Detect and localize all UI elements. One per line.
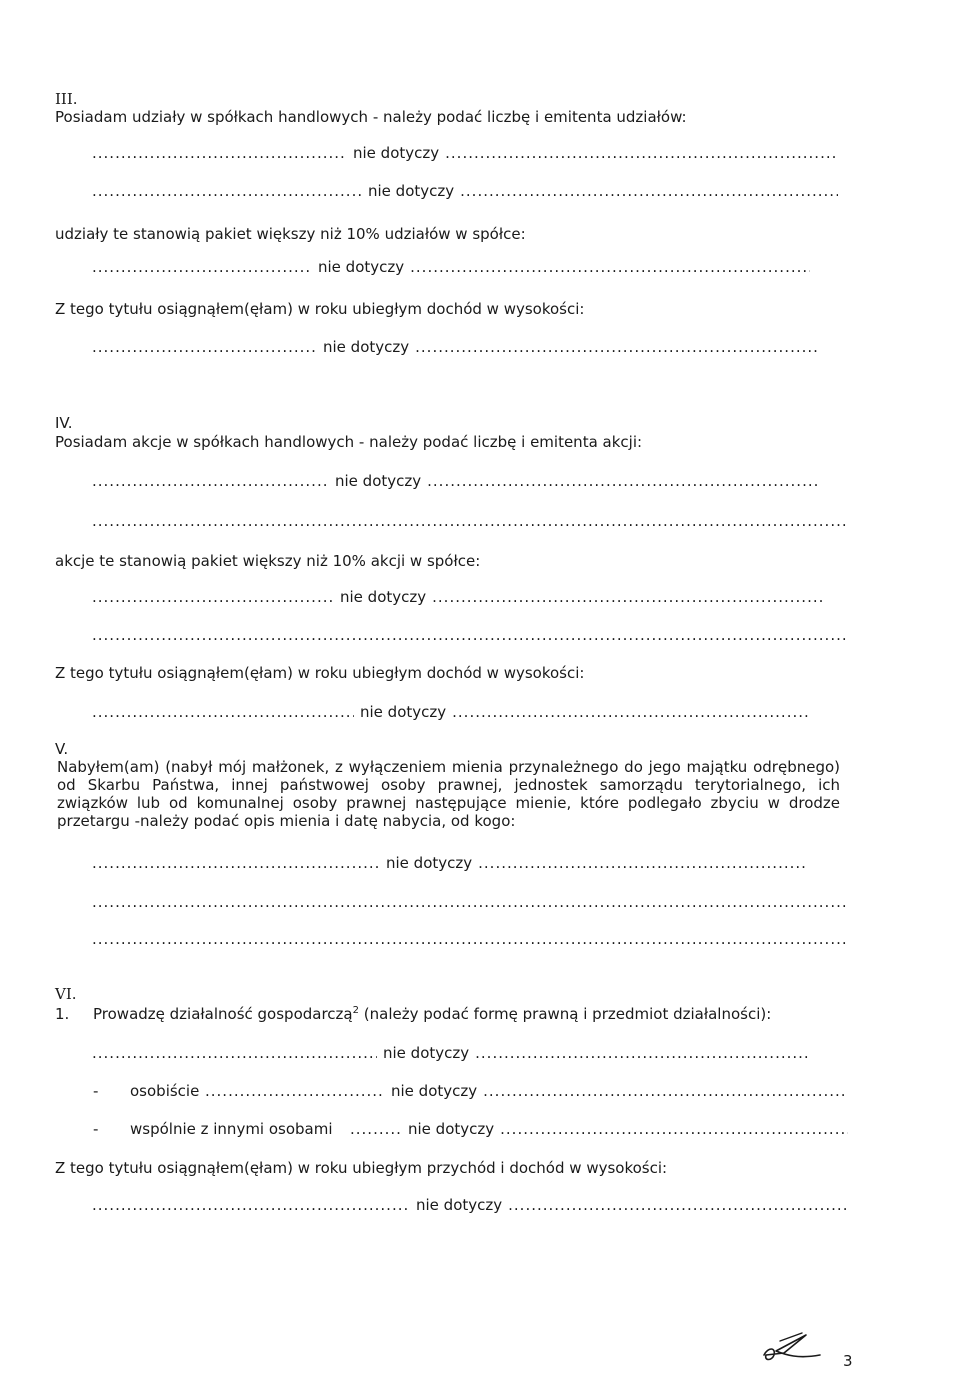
page-number: 3: [843, 1352, 853, 1370]
section-5-blank-line-2: [92, 930, 848, 948]
section-4-answer-3: ..... nie dotyczy .....: [92, 703, 808, 721]
section-3-answer-4: ..... nie dotyczy .....: [92, 338, 818, 356]
section-6-answer-2: ..... nie dotyczy .....: [205, 1082, 848, 1100]
section-3-answer-2: ..... nie dotyczy .....: [92, 182, 838, 200]
section-6-dash-1: -: [93, 1082, 99, 1100]
section-4-question: Posiadam akcje w spółkach handlowych - należy podać liczbę i emitenta akcji:: [55, 433, 643, 451]
section-3-income-question: Z tego tytułu osiągnąłem(ęłam) w roku ubiegłym dochód w wysokości:: [55, 300, 585, 318]
section-4-number: IV.: [55, 414, 73, 432]
section-6-item-text: Prowadzę działalność gospodarczą$^2$ (należy podać formę prawną i przedmiot działalności):: [93, 1005, 772, 1023]
section-4-answer-1: ..... nie dotyczy .....: [92, 472, 818, 490]
section-6-label-joint: wspólnie z innymi osobami: [130, 1120, 333, 1138]
section-6-answer-1: ..... nie dotyczy .....: [92, 1044, 808, 1062]
section-5-text: Nabyłem(am) (nabył mój małżonek, z wyłączeniem mienia przynależnego do jego majątku odrębnego) od Skarbu Państwa, innej państwowej osoby prawnej, jednostek samorządu terytorialnego, ich związków lub od komunalnej osoby prawnej następujące mienie, które podlegało zbyciu w drodze przetargu -należy podać opis mienia i datę nabycia, od kogo:: [57, 758, 840, 830]
section-5-number: V.: [55, 740, 69, 758]
initials-signature: [762, 1325, 824, 1367]
section-6-number: VI.: [55, 985, 77, 1003]
section-5-blank-line-1: [92, 893, 848, 911]
section-3-question: Posiadam udziały w spółkach handlowych - należy podać liczbę i emitenta udziałów:: [55, 108, 687, 126]
section-4-income-question: Z tego tytułu osiągnąłem(ęłam) w roku ubiegłym dochód w wysokości:: [55, 664, 585, 682]
section-3-number: III.: [55, 90, 78, 108]
section-3-share-question: udziały te stanowią pakiet większy niż 10% udziałów w spółce:: [55, 225, 526, 243]
section-6-item-number: 1.: [55, 1005, 70, 1023]
section-4-blank-line-2: [92, 626, 848, 644]
section-6-income-question: Z tego tytułu osiągnąłem(ęłam) w roku ubiegłym przychód i dochód w wysokości:: [55, 1159, 668, 1177]
footnote-marker: 2: [352, 1005, 359, 1016]
section-4-answer-2: ..... nie dotyczy .....: [92, 588, 824, 606]
section-4-blank-line-1: [92, 512, 848, 530]
section-4-share-question: akcje te stanowią pakiet większy niż 10% akcji w spółce:: [55, 552, 481, 570]
section-3-answer-3: ..... nie dotyczy .....: [92, 258, 810, 276]
section-5-answer-1: ..... nie dotyczy .....: [92, 854, 808, 872]
section-6-dash-2: -: [93, 1120, 99, 1138]
section-6-answer-4: ..... nie dotyczy .....: [92, 1196, 848, 1214]
section-6-answer-3: ..... nie dotyczy .....: [350, 1120, 848, 1138]
section-3-answer-1: ..... nie dotyczy .....: [92, 144, 838, 162]
section-6-label-personal: osobiście: [130, 1082, 200, 1100]
